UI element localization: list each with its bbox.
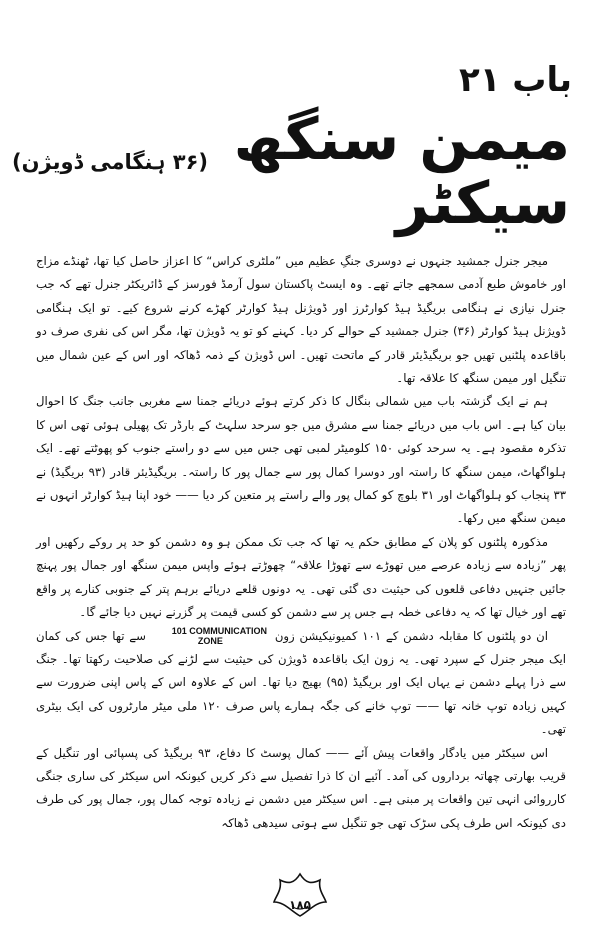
communication-zone-line2: ZONE bbox=[197, 636, 223, 646]
paragraph-1: میجر جنرل جمشید جنہوں نے دوسری جنگِ عظیم میں ”ملٹری کراس“ کا اعزاز حاصل کیا تھا، ٹھنڈے مزاج اور خاموش طبع آدمی سمجھے جاتے تھے۔ وہ ایسٹ پاکستان سول آرمڈ فورسز کے ڈائریکٹر جنرل تھے کہ جب جنرل نیازی نے ہنگامی بریگیڈ ہیڈ کوارٹرز اور ڈویژنل ہیڈ کوارٹر کھڑے کرنے شروع کیے۔ تو ایک ہنگامی ڈویژنل ہیڈ کوارٹر (۳۶) جنرل جمشید کے حوالے کر دیا۔ کہنے کو تو یہ ڈویژن تھا، مگر اس کی نفری صرف دو باقاعدہ پلٹنیں تھیں جو بریگیڈیئر قادر کے ماتحت تھیں۔ اس ڈویژن کے ذمہ ڈھاکہ اور اس کے عین شمال میں تنگیل اور میمن سنگھ کا علاقہ تھا۔ bbox=[36, 254, 566, 386]
leaf-ornament-icon bbox=[270, 870, 330, 920]
chapter-label: باب ۲۱ bbox=[458, 60, 572, 100]
paragraph-4: ان دو پلٹنوں کا مقابلہ دشمن کے ۱۰۱ کمیونیکیشن زون 101 COMMUNICATION ZONE سے تھا جس کی کمان ایک میجر جنرل کے سپرد تھی۔ یہ زون ایک باقاعدہ ڈویژن کی حیثیت سے لڑنے کی صلاحیت رکھتا تھا۔ جنگ سے ذرا پہلے دشمن نے یہاں ایک اور بریگیڈ (۹۵) بھیج دیا تھا۔ اس کے علاوہ اس کے پاس اپنی ضرورت سے کہیں زیادہ توپ خانہ تھا —— توپ خانے کی جگہ ہمارے پاس صرف ۱۲۰ ملی میٹر مارٹروں کی ایک بیٹری تھی۔ bbox=[36, 626, 566, 737]
communication-zone-line1: 101 COMMUNICATION bbox=[171, 626, 268, 636]
chapter-subtitle: (۳۶ ہنگامی ڈویژن) bbox=[12, 150, 208, 174]
page-number: ۱۸۵ bbox=[289, 898, 311, 912]
paragraph-3: مذکورہ پلٹنوں کو پلان کے مطابق حکم یہ تھا کہ جب تک ممکن ہو وہ دشمن کو حد پر روکے رکھیں اور پھر ”زیادہ سے زیادہ عرصے میں تھوڑے سے تھوڑا علاقہ“ چھوڑتے ہوئے واپس میمن سنگھ اور جمال پور پہنچ جائیں جنہیں دفاعی قلعوں کی حیثیت دی گئی تھی۔ یہ دونوں قلعے دریائے برہم پتر کے جنوبی کنارے پر واقع تھے اور خیال تھا کہ یہ دفاعی خطہ ہے جس پر سے دشمن کو کسی قیمت پر گزرنے نہیں دیا جائے گا۔ bbox=[36, 534, 566, 620]
paragraph-5: اس سیکٹر میں یادگار واقعات پیش آئے —— کمال پوسٹ کا دفاع، ۹۳ بریگیڈ کی پسپائی اور تنگیل کے قریب بھارتی چھاتہ برداروں کی آمد۔ آئیے ان کا ذرا تفصیل سے ذکر کریں کیونکہ اس سیکٹر کی ساری جنگی کارروائی انہی تین واقعات پر مبنی ہے۔ اس سیکٹر میں دشمن نے زیادہ توجہ کمال پور، جمال پور کی طرف دی کیونکہ اس طرف پکی سڑک تھی جو تنگیل سے ہوتی سیدھی ڈھاکہ bbox=[36, 745, 566, 830]
chapter-title: میمن سنگھ سیکٹر bbox=[233, 105, 570, 237]
paragraph-2: ہم نے ایک گزشتہ باب میں شمالی بنگال کا ذکر کرتے ہوئے دریائے جمنا سے مغربی جانب جنگ کا احوال بیان کیا ہے۔ اس باب میں دریائے جمنا سے مشرق میں جو سرحد سلہٹ کے بارڈر تک پھیلی ہوئی تھی اس کا تذکرہ مقصود ہے۔ یہ سرحد کوئی ۱۵۰ کلومیٹر لمبی تھی جس میں سے دو راستے جنوب کو پھوٹتے تھے۔ ایک ہلواگھاٹ، میمن سنگھ کا راستہ اور دوسرا کمال پور سے جمال پور کا راستہ۔ بریگیڈیئر قادر (۹۳ بریگیڈ) نے ۳۳ پنجاب کو ہلواگھاٹ اور ۳۱ بلوچ کو کمال پور والے راستے پر متعین کر دیا —— خود اپنا ہیڈ کوارٹر انہوں نے میمن سنگھ میں رکھا۔ bbox=[36, 394, 566, 526]
page-footer bbox=[270, 870, 330, 920]
communication-zone-label bbox=[154, 626, 267, 646]
chapter-body bbox=[36, 250, 566, 870]
